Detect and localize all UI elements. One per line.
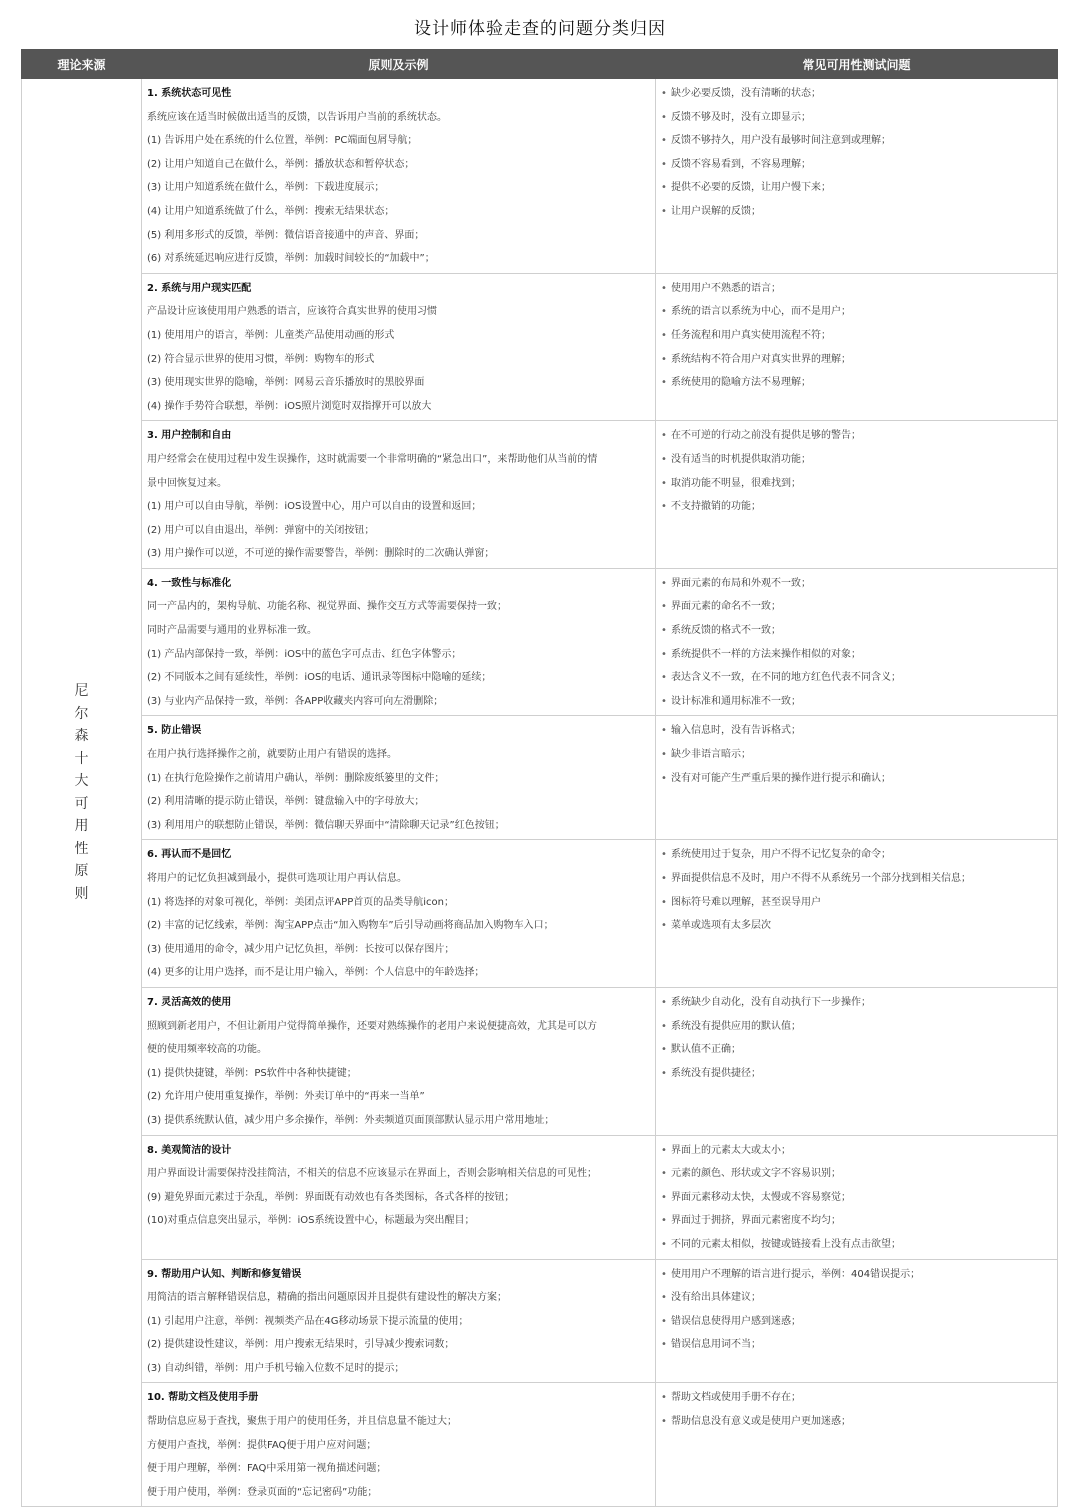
principle-cell	[142, 1383, 656, 1507]
issue-item	[661, 1062, 1052, 1086]
principle-text-line: (3) 自动纠错，举例：用户手机号输入位数不足时的提示；	[147, 1362, 405, 1374]
issue-item	[661, 472, 1052, 496]
principle-text-line: (2) 丰富的记忆线索，举例：淘宝APP点击“加入购物车”后引导动画将商品加入购物车入口；	[147, 920, 554, 932]
issue-text: 系统使用的隐喻方法不易理解；	[671, 377, 811, 389]
issue-text: 取消功能不明显，很难找到；	[671, 477, 801, 489]
principle-text-line: (2) 提供建设性建议，举例：用户搜索无结果时，引导减少搜索词数；	[147, 1339, 455, 1351]
principle-text-line: 景中回恢复过来。	[147, 477, 227, 489]
issue-text: 没有给出具体建议；	[671, 1292, 761, 1304]
bullet-icon: •	[661, 695, 667, 707]
issue-text: 缺少非语言暗示；	[671, 749, 751, 761]
principle-cell	[142, 1135, 656, 1259]
principle-text-line: (3) 提供系统默认值，减少用户多余操作，举例：外卖频道页面顶部默认显示用户常用地址；	[147, 1114, 555, 1126]
issue-text: 界面上的元素太大或太小；	[671, 1144, 791, 1156]
issue-text: 在不可逆的行动之前没有提供足够的警告；	[671, 430, 861, 442]
issue-item	[661, 448, 1052, 472]
principle-text-line: (2) 符合显示世界的使用习惯，举例：购物车的形式	[147, 353, 375, 365]
principle-text-line: (3) 使用现实世界的隐喻，举例：网易云音乐播放时的黑胶界面	[147, 377, 425, 389]
issue-text: 使用用户不熟悉的语言；	[671, 282, 781, 294]
bullet-icon: •	[661, 1044, 667, 1056]
table-header-row	[22, 50, 1058, 79]
bullet-icon: •	[661, 1315, 667, 1327]
table-row	[22, 273, 1058, 421]
principle-text-line: (2) 让用户知道自己在做什么，举例：播放状态和暂停状态；	[147, 158, 415, 170]
issue-text: 错误信息用词不当；	[671, 1339, 761, 1351]
principle-title: 4. 一致性与标准化	[147, 577, 232, 589]
issue-item	[661, 619, 1052, 643]
principle-text-line: (3) 使用通用的命令，减少用户记忆负担，举例：长按可以保存图片；	[147, 943, 455, 955]
issue-item	[661, 1209, 1052, 1233]
issue-text: 系统缺少自动化，没有自动执行下一步操作；	[671, 996, 871, 1008]
issue-item	[661, 843, 1052, 867]
principle-text-line: (6) 对系统延迟响应进行反馈，举例：加载时间较长的“加载中”；	[147, 253, 435, 265]
issues-cell	[656, 273, 1058, 421]
issues-cell	[656, 79, 1058, 274]
bullet-icon: •	[661, 1168, 667, 1180]
issue-text: 系统没有提供应用的默认值；	[671, 1020, 801, 1032]
principle-text-line: 将用户的记忆负担减到最小，提供可选项让用户再认信息。	[147, 873, 407, 884]
header-principle: 原则及示例	[142, 50, 656, 79]
issue-item	[661, 1286, 1052, 1310]
bullet-icon: •	[661, 1238, 667, 1250]
issues-cell	[656, 568, 1058, 716]
issue-item	[661, 1186, 1052, 1210]
principle-title: 9. 帮助用户认知、判断和修复错误	[147, 1268, 302, 1280]
issue-item	[661, 1410, 1052, 1434]
issue-item	[661, 1386, 1052, 1410]
bullet-icon: •	[661, 182, 667, 194]
principle-title: 3. 用户控制和自由	[147, 430, 232, 442]
bullet-icon: •	[661, 1067, 667, 1079]
principle-text-line: 用户界面设计需要保持没挂简洁，不相关的信息不应该显示在界面上，否则会影响相关信息的可见性；	[147, 1168, 597, 1180]
bullet-icon: •	[661, 1020, 667, 1032]
issues-cell	[656, 421, 1058, 569]
bullet-icon: •	[661, 453, 667, 465]
principle-text-line: (10)对重点信息突出显示，举例：iOS系统设置中心，标题最为突出醒目；	[147, 1215, 475, 1227]
table-row	[22, 716, 1058, 840]
table-row	[22, 421, 1058, 569]
bullet-icon: •	[661, 749, 667, 761]
principle-text-line: (2) 允许用户使用重复操作，举例：外卖订单中的“再来一当单”	[147, 1091, 425, 1103]
principle-text-line: (1) 告诉用户处在系统的什么位置，举例：PC端面包屑导航；	[147, 135, 418, 147]
bullet-icon: •	[661, 88, 667, 99]
issue-item	[661, 891, 1052, 915]
issue-text: 界面元素的布局和外观不一致；	[671, 577, 811, 589]
issues-cell	[656, 1135, 1058, 1259]
principle-cell	[142, 840, 656, 988]
principle-title: 8. 美观简洁的设计	[147, 1144, 232, 1156]
bullet-icon: •	[661, 725, 667, 737]
issue-text: 系统结构不符合用户对真实世界的理解；	[671, 353, 851, 365]
principle-text-line: 同时产品需要与通用的业界标准一致。	[147, 625, 317, 637]
bullet-icon: •	[661, 282, 667, 294]
principle-text-line: 用简洁的语言解释错误信息，精确的指出问题原因并且提供有建设性的解决方案；	[147, 1292, 507, 1304]
issue-text: 没有适当的时机提供取消功能；	[671, 453, 811, 465]
bullet-icon: •	[661, 135, 667, 147]
issues-cell	[656, 1383, 1058, 1507]
issue-item	[661, 424, 1052, 448]
bullet-icon: •	[661, 111, 667, 123]
issue-item	[661, 495, 1052, 519]
header-source: 理论来源	[22, 50, 142, 79]
issue-text: 系统使用过于复杂，用户不得不记忆复杂的命令；	[671, 849, 891, 861]
table-row	[22, 840, 1058, 988]
principle-text-line: (1) 提供快捷键，举例：PS软件中各种快捷键；	[147, 1067, 357, 1079]
principle-text-line: 系统应该在适当时候做出适当的反馈，以告诉用户当前的系统状态。	[147, 111, 447, 123]
bullet-icon: •	[661, 648, 667, 660]
issue-item	[661, 743, 1052, 767]
table-row	[22, 1383, 1058, 1507]
bullet-icon: •	[661, 849, 667, 861]
issue-text: 界面元素移动太快，太慢或不容易察觉；	[671, 1191, 851, 1203]
issue-text: 反馈不容易看到，不容易理解；	[671, 158, 811, 170]
principle-text-line: (3) 与业内产品保持一致，举例：各APP收藏夹内容可向左滑删除；	[147, 695, 444, 707]
principle-cell	[142, 273, 656, 421]
issue-item	[661, 867, 1052, 891]
issue-text: 没有对可能产生严重后果的操作进行提示和确认；	[671, 772, 891, 784]
bullet-icon: •	[661, 873, 667, 884]
issue-text: 输入信息时，没有告诉格式；	[671, 725, 801, 737]
bullet-icon: •	[661, 306, 667, 318]
bullet-icon: •	[661, 996, 667, 1008]
principle-text-line: (3) 用户操作可以逆，不可逆的操作需要警告，举例：删除时的二次确认弹窗；	[147, 548, 495, 560]
issue-item	[661, 176, 1052, 200]
issue-text: 错误信息使得用户感到迷惑；	[671, 1315, 801, 1327]
issue-text: 系统的语言以系统为中心，而不是用户；	[671, 306, 851, 318]
issue-item	[661, 200, 1052, 224]
principle-text-line: (1) 产品内部保持一致，举例：iOS中的蓝色字可点击、红色字体警示；	[147, 648, 462, 660]
issue-item	[661, 991, 1052, 1015]
issue-text: 反馈不够持久，用户没有最够时间注意到或理解；	[671, 135, 891, 147]
bullet-icon: •	[661, 1144, 667, 1156]
bullet-icon: •	[661, 772, 667, 784]
principle-text-line: (3) 让用户知道系统在做什么，举例：下载进度展示；	[147, 182, 385, 194]
table-row	[22, 1259, 1058, 1383]
issue-text: 默认值不正确；	[671, 1044, 741, 1056]
issue-item	[661, 666, 1052, 690]
bullet-icon: •	[661, 329, 667, 341]
issue-text: 元素的颜色、形状或文字不容易识别；	[671, 1168, 841, 1180]
issue-text: 缺少必要反馈，没有清晰的状态；	[671, 88, 821, 99]
principle-text-line: 在用户执行选择操作之前，就要防止用户有错误的选择。	[147, 749, 397, 761]
principle-text-line: (4) 让用户知道系统做了什么，举例：搜索无结果状态；	[147, 205, 395, 217]
principle-text-line: (1) 将选择的对象可视化，举例：美团点评APP首页的品类导航icon；	[147, 896, 454, 908]
table-row	[22, 568, 1058, 716]
bullet-icon: •	[661, 158, 667, 170]
issue-text: 菜单或选项有太多层次	[671, 920, 771, 932]
issue-item	[661, 324, 1052, 348]
principle-cell	[142, 987, 656, 1135]
principle-title: 10. 帮助文档及使用手册	[147, 1392, 259, 1404]
principle-cell	[142, 716, 656, 840]
issue-item	[661, 153, 1052, 177]
principle-cell	[142, 568, 656, 716]
issue-item	[661, 1333, 1052, 1357]
principle-text-line: 照顾到新老用户，不但让新用户觉得简单操作，还要对熟练操作的老用户来说便捷高效，尤其是可以方	[147, 1020, 597, 1032]
issue-text: 系统没有提供捷径；	[671, 1067, 761, 1079]
principle-cell	[142, 79, 656, 274]
principle-text-line: 便于用户理解，举例：FAQ中采用第一视角描述问题；	[147, 1463, 387, 1475]
principles-table	[21, 49, 1058, 1507]
principle-text-line: 帮助信息应易于查找，聚焦于用户的使用任务，并且信息量不能过大；	[147, 1416, 457, 1428]
bullet-icon: •	[661, 1416, 667, 1428]
table-row	[22, 987, 1058, 1135]
issue-item	[661, 690, 1052, 714]
issue-text: 设计标准和通用标准不一致；	[671, 695, 801, 707]
bullet-icon: •	[661, 601, 667, 613]
issue-item	[661, 1015, 1052, 1039]
issue-item	[661, 1310, 1052, 1334]
issue-item	[661, 914, 1052, 938]
issue-text: 图标符号难以理解，甚至误导用户	[671, 896, 821, 908]
principle-text-line: 同一产品内的，架构导航、功能名称、视觉界面、操作交互方式等需要保持一致；	[147, 601, 507, 613]
issue-item	[661, 1162, 1052, 1186]
principle-text-line: 方便用户查找，举例：提供FAQ便于用户应对问题；	[147, 1439, 377, 1451]
issues-cell	[656, 1259, 1058, 1383]
issue-text: 系统提供不一样的方法来操作相似的对象；	[671, 648, 861, 660]
issue-item	[661, 106, 1052, 130]
issue-text: 使用用户不理解的语言进行提示，举例：404错误提示；	[671, 1268, 921, 1280]
issue-item	[661, 1139, 1052, 1163]
bullet-icon: •	[661, 377, 667, 389]
issue-item	[661, 82, 1052, 106]
page-title: 设计师体验走查的问题分类归因	[414, 19, 666, 39]
principle-text-line: 用户经常会在使用过程中发生误操作，这时就需要一个非常明确的“紧急出口”，来帮助他们从当前的情	[147, 453, 598, 465]
principle-text-line: 便于用户使用，举例：登录页面的“忘记密码”功能；	[147, 1486, 378, 1498]
issue-item	[661, 595, 1052, 619]
bullet-icon: •	[661, 501, 667, 513]
issue-text: 任务流程和用户真实使用流程不符；	[671, 329, 831, 341]
principle-text-line: (4) 操作手势符合联想，举例：iOS照片浏览时双指撑开可以放大	[147, 400, 432, 412]
principle-text-line: (9) 避免界面元素过于杂乱，举例：界面既有动效也有各类图标，各式各样的按钮；	[147, 1191, 515, 1203]
issue-text: 界面提供信息不及时，用户不得不从系统另一个部分找到相关信息；	[671, 873, 971, 884]
bullet-icon: •	[661, 205, 667, 217]
bullet-icon: •	[661, 477, 667, 489]
principle-title: 1. 系统状态可见性	[147, 88, 232, 99]
issue-text: 界面过于拥挤，界面元素密度不均匀；	[671, 1215, 841, 1227]
bullet-icon: •	[661, 920, 667, 932]
bullet-icon: •	[661, 353, 667, 365]
principle-title: 7. 灵活高效的使用	[147, 996, 232, 1008]
issue-item	[661, 643, 1052, 667]
issue-item	[661, 1233, 1052, 1257]
principle-text-line: (1) 使用用户的语言，举例：儿童类产品使用动画的形式	[147, 329, 395, 341]
principle-text-line: (2) 用户可以自由退出，举例：弹窗中的关闭按钮；	[147, 524, 375, 536]
issue-item	[661, 719, 1052, 743]
bullet-icon: •	[661, 625, 667, 637]
bullet-icon: •	[661, 430, 667, 442]
issue-text: 界面元素的命名不一致；	[671, 601, 781, 613]
issue-text: 帮助文档或使用手册不存在；	[671, 1392, 801, 1404]
bullet-icon: •	[661, 1339, 667, 1351]
table-row	[22, 79, 1058, 274]
bullet-icon: •	[661, 577, 667, 589]
principle-text-line: (5) 利用多形式的反馈，举例：微信语音接通中的声音、界面；	[147, 229, 425, 241]
issue-item	[661, 572, 1052, 596]
issue-item	[661, 767, 1052, 791]
issue-text: 表达含义不一致，在不同的地方红色代表不同含义；	[671, 672, 901, 684]
issues-cell	[656, 840, 1058, 988]
table-body	[22, 79, 1058, 1507]
principle-title: 2. 系统与用户现实匹配	[147, 282, 252, 294]
theory-source-label: 尼尔森十大可用性原则	[74, 683, 89, 902]
issue-item	[661, 348, 1052, 372]
issues-cell	[656, 987, 1058, 1135]
principle-text-line: (4) 更多的让用户选择，而不是让用户输入，举例：个人信息中的年龄选择；	[147, 967, 485, 979]
principle-title: 5. 防止错误	[147, 725, 202, 737]
principle-text-line: 产品设计应该使用用户熟悉的语言，应该符合真实世界的使用习惯	[147, 306, 437, 318]
principle-title: 6. 再认而不是回忆	[147, 849, 232, 861]
principle-text-line: (3) 利用用户的联想防止错误，举例：微信聊天界面中“清除聊天记录”红色按钮；	[147, 819, 505, 831]
principle-text-line: (1) 在执行危险操作之前请用户确认，举例：删除废纸篓里的文件；	[147, 772, 445, 784]
bullet-icon: •	[661, 1191, 667, 1203]
principle-text-line: (1) 用户可以自由导航，举例：iOS设置中心，用户可以自由的设置和返回；	[147, 501, 482, 513]
issue-text: 不支持撤销的功能；	[671, 501, 761, 513]
issue-text: 提供不必要的反馈，让用户慢下来；	[671, 182, 831, 194]
issue-item	[661, 129, 1052, 153]
principle-text-line: (1) 引起用户注意，举例：视频类产品在4G移动场景下提示流量的使用；	[147, 1315, 469, 1327]
issue-item	[661, 300, 1052, 324]
principle-cell	[142, 421, 656, 569]
bullet-icon: •	[661, 896, 667, 908]
issue-text: 帮助信息没有意义或是使用户更加迷惑；	[671, 1416, 851, 1428]
principle-cell	[142, 1259, 656, 1383]
issue-text: 反馈不够及时，没有立即显示；	[671, 111, 811, 123]
issue-item	[661, 1038, 1052, 1062]
header-issues: 常见可用性测试问题	[656, 50, 1058, 79]
issues-cell	[656, 716, 1058, 840]
issue-item	[661, 277, 1052, 301]
bullet-icon: •	[661, 1292, 667, 1304]
issue-item	[661, 1263, 1052, 1287]
bullet-icon: •	[661, 672, 667, 684]
issue-text: 系统反馈的格式不一致；	[671, 625, 781, 637]
bullet-icon: •	[661, 1392, 667, 1404]
bullet-icon: •	[661, 1215, 667, 1227]
principle-text-line: (2) 不同版本之间有延续性，举例：iOS的电话、通讯录等图标中隐喻的延续；	[147, 672, 492, 684]
bullet-icon: •	[661, 1268, 667, 1280]
table-row	[22, 1135, 1058, 1259]
theory-source-cell	[22, 79, 142, 1507]
issue-item	[661, 371, 1052, 395]
issue-text: 让用户误解的反馈；	[671, 205, 761, 217]
principle-text-line: (2) 利用清晰的提示防止错误，举例：键盘输入中的字母放大；	[147, 796, 425, 808]
issue-text: 不同的元素太相似，按键或链接看上没有点击欲望；	[671, 1238, 901, 1250]
principle-text-line: 便的使用频率较高的功能。	[147, 1044, 267, 1056]
